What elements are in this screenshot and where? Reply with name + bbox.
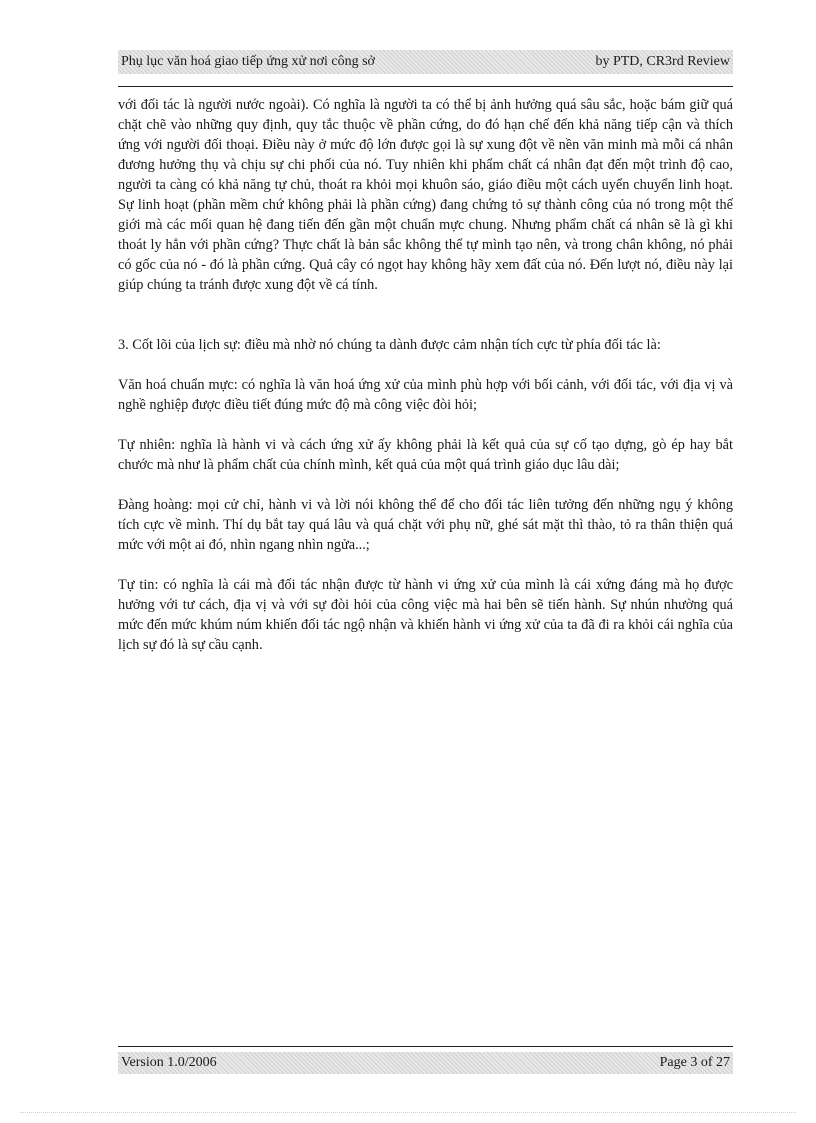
page-header [118, 50, 733, 74]
footer-version: Version 1.0/2006 [121, 1055, 217, 1070]
header-title: Phụ lục văn hoá giao tiếp ứng xử nơi công sở [121, 54, 375, 69]
footer-divider [118, 1046, 733, 1047]
paragraph-tu-tin: Tự tin: có nghĩa là cái mà đối tác nhận được từ hành vi ứng xử của mình là cái xứng đáng mà họ được hưởng với tư cách, địa vị và với sự đòi hỏi của công việc mà hai bên sẽ tiến hành. Sự nhún nhường quá mức đến mức khúm núm khiến đối tác ngộ nhận và khiến hành vi ứng xử của ta đã đi ra khỏi cái nghĩa của lịch sự đó là sự cầu cạnh. [118, 577, 733, 653]
footer-page-number: Page 3 of 27 [659, 1055, 730, 1070]
header-divider [118, 86, 733, 87]
section-heading-3: 3. Cốt lõi của lịch sự: điều mà nhờ nó chúng ta dành được cảm nhận tích cực từ phía đối tác là: [118, 337, 661, 353]
paragraph-continuation: với đối tác là người nước ngoài). Có nghĩa là người ta có thể bị ảnh hưởng quá sâu sắc, hoặc bám giữ quá chặt chẽ vào những quy định, quy tắc thuộc về phần cứng, do đó hạn chế đến khả năng tiếp cận và thích ứng với người đối thoại. Điều này ở mức độ lớn được gọi là sự xung đột về nền văn minh mà mỗi cá nhân đương hưởng thụ và chịu sự chi phối của nó. Tuy nhiên khi phẩm chất cá nhân đạt đến một trình độ cao, người ta càng có khả năng tự chủ, thoát ra khỏi mọi khuôn sáo, giáo điều một cách uyển chuyển linh hoạt. Sự linh hoạt (phần mềm chứ không phải là phần cứng) đang chứng tỏ sự thành công của nó trong một thế giới mà các mối quan hệ đang tiến đến gần một chuẩn mực chung. Nhưng phẩm chất cá nhân sẽ là gì khi thoát ly hẳn với phần cứng? Thực chất là bản sắc không thể tự mình tạo nên, và trong chân không, nó phải có gốc của nó - đó là phần cứng. Quả cây có ngọt hay không hãy xem đất của nó. Đến lượt nó, điều này lại giúp chúng ta tránh được xung đột về cá tính. [118, 97, 733, 293]
page-edge [20, 1112, 796, 1113]
paragraph-tu-nhien: Tự nhiên: nghĩa là hành vi và cách ứng xử ấy không phải là kết quả của sự cố tạo dựng, gò ép hay bắt chước mà như là phẩm chất của chính mình, kết quả của một quá trình giáo dục lâu dài; [118, 437, 733, 473]
paragraph-dang-hoang: Đàng hoàng: mọi cử chỉ, hành vi và lời nói không thể để cho đối tác liên tưởng đến những ngụ ý không tích cực về mình. Thí dụ bắt tay quá lâu và quá chặt với phụ nữ, ghé sát mặt thì thào, tỏ ra thân thiện quá mức với một ai đó, nhìn ngang nhìn ngửa...; [118, 497, 733, 553]
document-body [118, 95, 733, 675]
header-author: by PTD, CR3rd Review [595, 54, 730, 69]
paragraph-van-hoa-chuan-muc: Văn hoá chuẩn mực: có nghĩa là văn hoá ứng xử của mình phù hợp với bối cảnh, với đối tác, với địa vị và nghề nghiệp được điều tiết đúng mức độ mà công việc đòi hỏi; [118, 377, 733, 413]
page-footer [118, 1052, 733, 1074]
